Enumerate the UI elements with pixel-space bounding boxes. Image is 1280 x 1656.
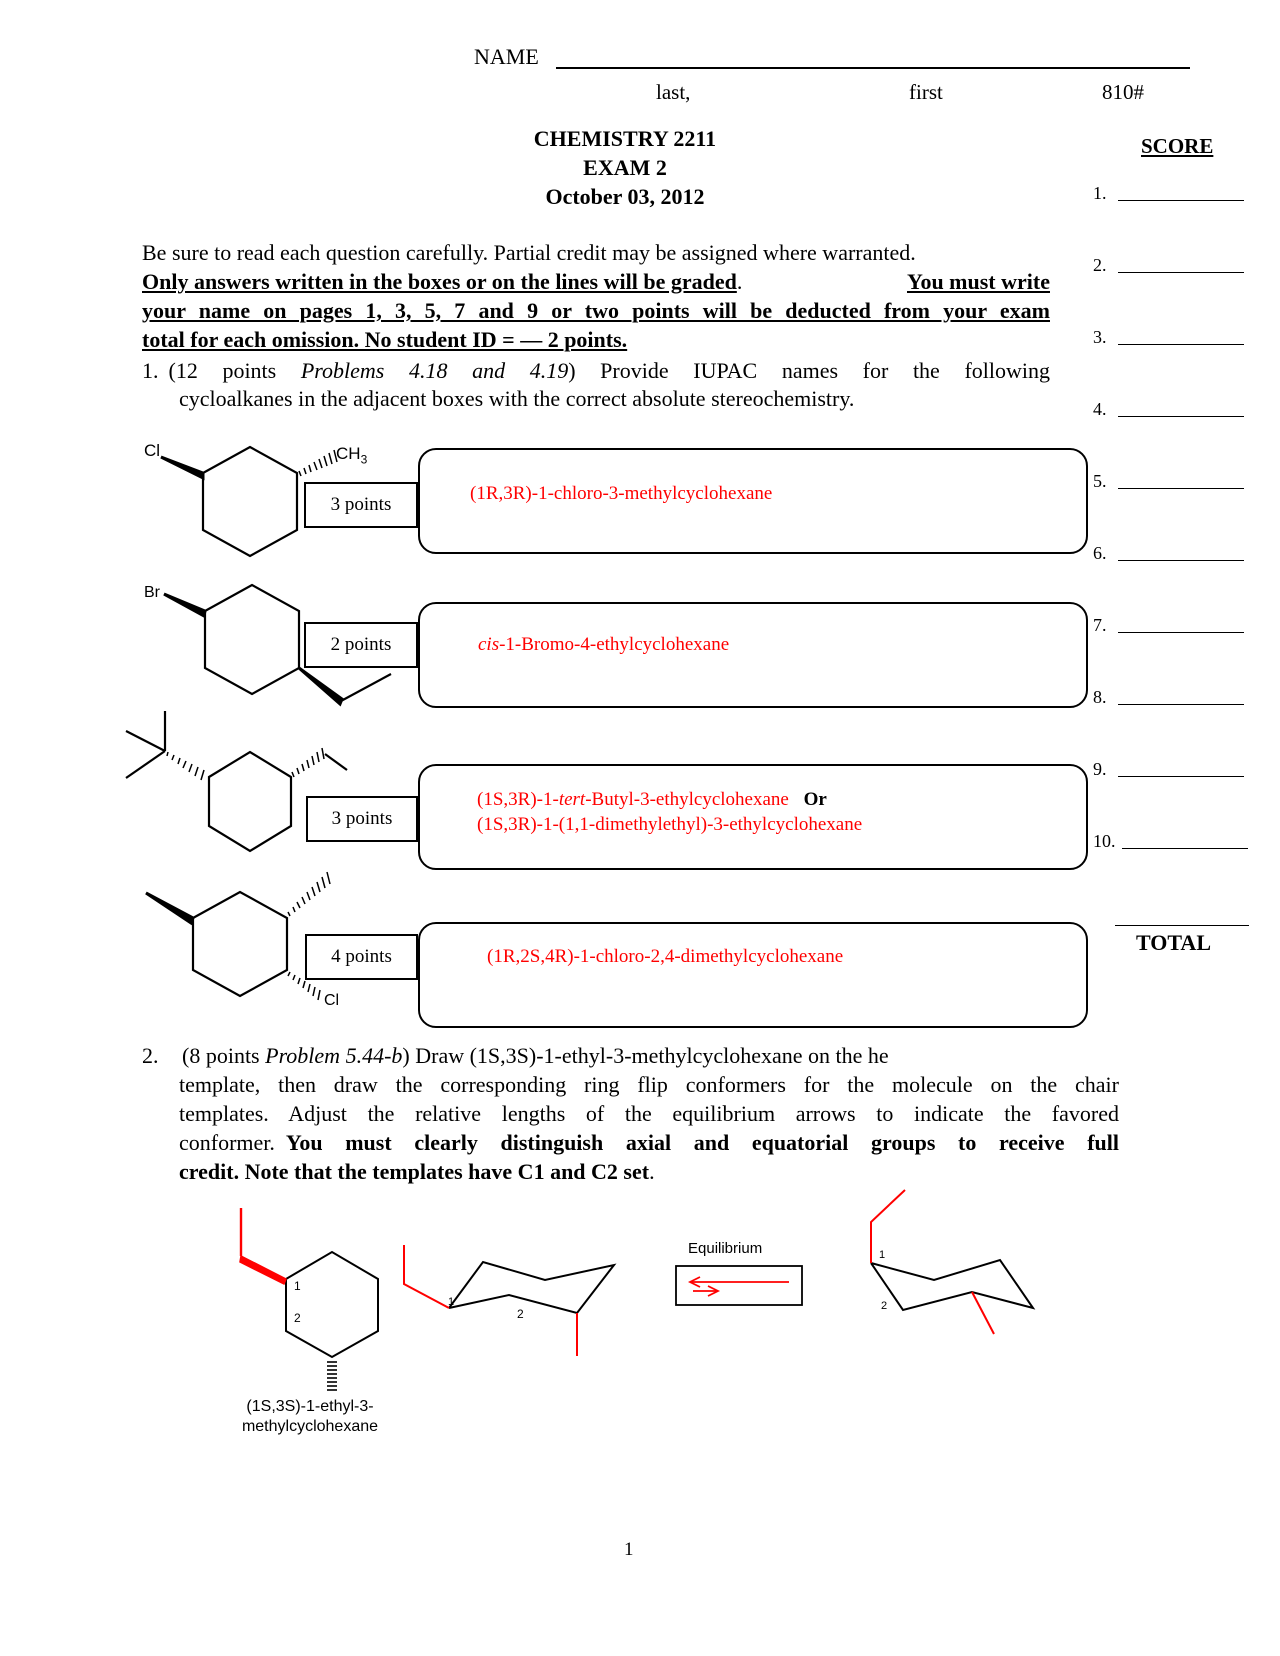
answer-4: (1R,2S,4R)-1-chloro-2,4-dimethylcyclohexane — [487, 946, 844, 967]
name-label: NAME — [474, 44, 539, 69]
chair2-label-c1: 1 — [879, 1249, 886, 1261]
label-ch3: $CH_3$ — [336, 444, 368, 467]
chair-2-substituents — [871, 1190, 994, 1334]
question2-number: 2. — [142, 1043, 159, 1068]
score-item-10: 10. — [1093, 831, 1116, 851]
answer-3-or: Or — [803, 789, 827, 810]
points-box-1: 3 points — [304, 482, 418, 528]
equilibrium-arrows — [690, 1277, 789, 1296]
label-br: Br — [144, 584, 160, 601]
points-box-4: 4 points — [305, 934, 418, 980]
answer-1: (1R,3R)-1-chloro-3-methylcyclohexane — [470, 483, 773, 504]
chair-1-substituents — [404, 1245, 577, 1356]
answer-3: (1S,3R)-1-tert-Butyl-3-ethylcyclohexane Or (1S,3R)-1-(1,1-dimethylethyl)-3-ethylcyclohexane — [477, 789, 863, 835]
question2-line-3: templates. Adjust the relative lengths of the equilibrium arrows to indicate the favored — [179, 1101, 1119, 1126]
instructions-line-2: Only answers written in the boxes or on the lines will be graded. You must write — [142, 269, 1050, 294]
instructions-line-4: total for each omission. No student ID = — 2 points. — [142, 327, 628, 352]
score-item-2: 2. — [1093, 255, 1107, 275]
score-item-6: 6. — [1093, 543, 1107, 563]
last-label: last, — [656, 80, 691, 104]
points-box-3: 3 points — [306, 796, 418, 842]
question2-line-4: conformer. You must clearly distinguish axial and equatorial groups to receive full — [179, 1130, 1119, 1155]
score-item-9: 9. — [1093, 759, 1107, 779]
chair-1 — [449, 1262, 614, 1313]
question2-line-5: credit. Note that the templates have C1 and C2 set. — [179, 1159, 655, 1184]
question1-prompt-text: (12 points Problems 4.18 and 4.19) Provide IUPAC names for the following — [168, 358, 1050, 383]
instructions-line-3: your name on pages 1, 3, 5, 7 and 9 or two points will be deducted from your exam — [142, 298, 1050, 323]
question1-number: 1. — [142, 358, 159, 383]
q2-template-ethyl — [240, 1208, 286, 1284]
question2-line-1: 2. (8 points Problem 5.44-b) Draw (1S,3S)-1-ethyl-3-methylcyclohexane on the he — [142, 1043, 889, 1068]
course-title: CHEMISTRY 2211 — [533, 126, 717, 151]
score-item-7: 7. — [1093, 615, 1107, 635]
label-cl-1: Cl — [144, 441, 161, 460]
instructions-line-1: Be sure to read each question carefully. Partial credit may be assigned where warranted. — [142, 240, 916, 265]
equilibrium-label: Equilibrium — [688, 1240, 763, 1257]
exam-date: October 03, 2012 — [545, 184, 705, 209]
score-heading: SCORE — [1141, 134, 1214, 158]
total-label: TOTAL — [1136, 930, 1211, 955]
first-label: first — [909, 80, 943, 104]
page-number: 1 — [624, 1539, 634, 1560]
chair2-label-c2: 2 — [881, 1300, 888, 1312]
label-cl-2: Cl — [324, 992, 340, 1009]
score-item-4: 4. — [1093, 399, 1107, 419]
answer-box-4[interactable] — [418, 922, 1088, 1028]
exam-title: EXAM 2 — [583, 155, 667, 180]
structure-4 — [146, 872, 330, 1000]
score-item-1: 1. — [1093, 183, 1107, 203]
question2-line-2: template, then draw the corresponding ring flip conformers for the molecule on the chair — [179, 1072, 1119, 1097]
points-box-2: 2 points — [304, 622, 418, 668]
instructions-graded-note: Only answers written in the boxes or on the lines will be graded — [142, 269, 737, 294]
chair-2 — [871, 1260, 1033, 1310]
instructions-write-note: You must write — [907, 269, 1050, 294]
id-label: 810# — [1102, 80, 1144, 104]
template-label-c2: 2 — [294, 1311, 301, 1325]
chair1-label-c2: 2 — [517, 1307, 524, 1321]
answer-2: cis-1-Bromo-4-ethylcyclohexane — [478, 634, 730, 655]
template-label-c1: 1 — [294, 1279, 301, 1293]
score-item-3: 3. — [1093, 327, 1107, 347]
compound-caption: (1S,3S)-1-ethyl-3- methylcyclohexane — [241, 1398, 379, 1435]
equilibrium-box — [676, 1266, 802, 1305]
chair1-label-c1: 1 — [448, 1296, 455, 1308]
question1-prompt-line-2: cycloalkanes in the adjacent boxes with the correct absolute stereochemistry. — [179, 386, 855, 411]
score-item-5: 5. — [1093, 471, 1107, 491]
score-item-8: 8. — [1093, 687, 1107, 707]
